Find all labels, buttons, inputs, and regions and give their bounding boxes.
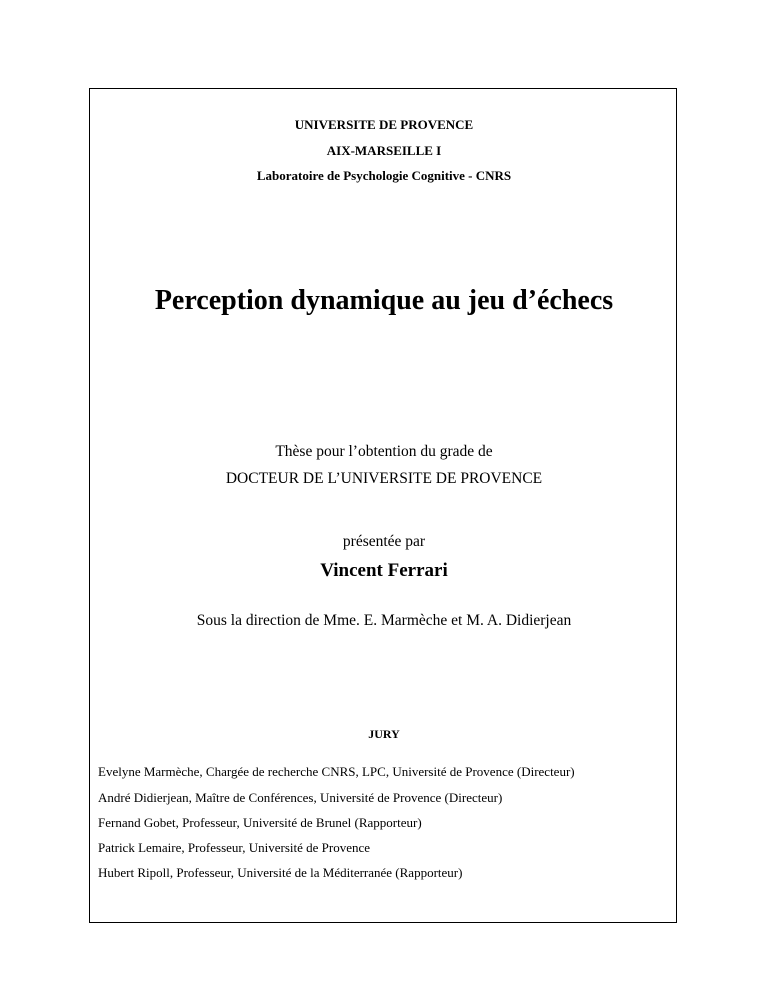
jury-heading: JURY [368, 727, 400, 741]
presented-by: présentée par [342, 533, 426, 550]
author-name: Vincent Ferrari [320, 560, 448, 581]
university-name: UNIVERSITE DE PROVENCE [294, 117, 474, 132]
campus-name: AIX-MARSEILLE I [326, 143, 442, 158]
jury-member: Hubert Ripoll, Professeur, Université de la Méditerranée (Rapporteur) [98, 865, 463, 880]
jury-member: Fernand Gobet, Professeur, Université de Brunel (Rapporteur) [98, 815, 422, 830]
jury-member: Patrick Lemaire, Professeur, Université de Provence [98, 840, 371, 855]
supervision-line: Sous la direction de Mme. E. Marmèche et M. A. Didierjean [196, 612, 572, 629]
jury-member: Evelyne Marmèche, Chargée de recherche CNRS, LPC, Université de Provence (Directeur) [98, 764, 575, 779]
degree-line-1: Thèse pour l’obtention du grade de [275, 443, 493, 460]
laboratory-name: Laboratoire de Psychologie Cognitive - CNRS [256, 168, 512, 183]
jury-member: André Didierjean, Maître de Conférences, Université de Provence (Directeur) [98, 790, 503, 805]
degree-line-2: DOCTEUR DE L’UNIVERSITE DE PROVENCE [225, 470, 543, 487]
thesis-title: Perception dynamique au jeu d’échecs [154, 285, 614, 316]
